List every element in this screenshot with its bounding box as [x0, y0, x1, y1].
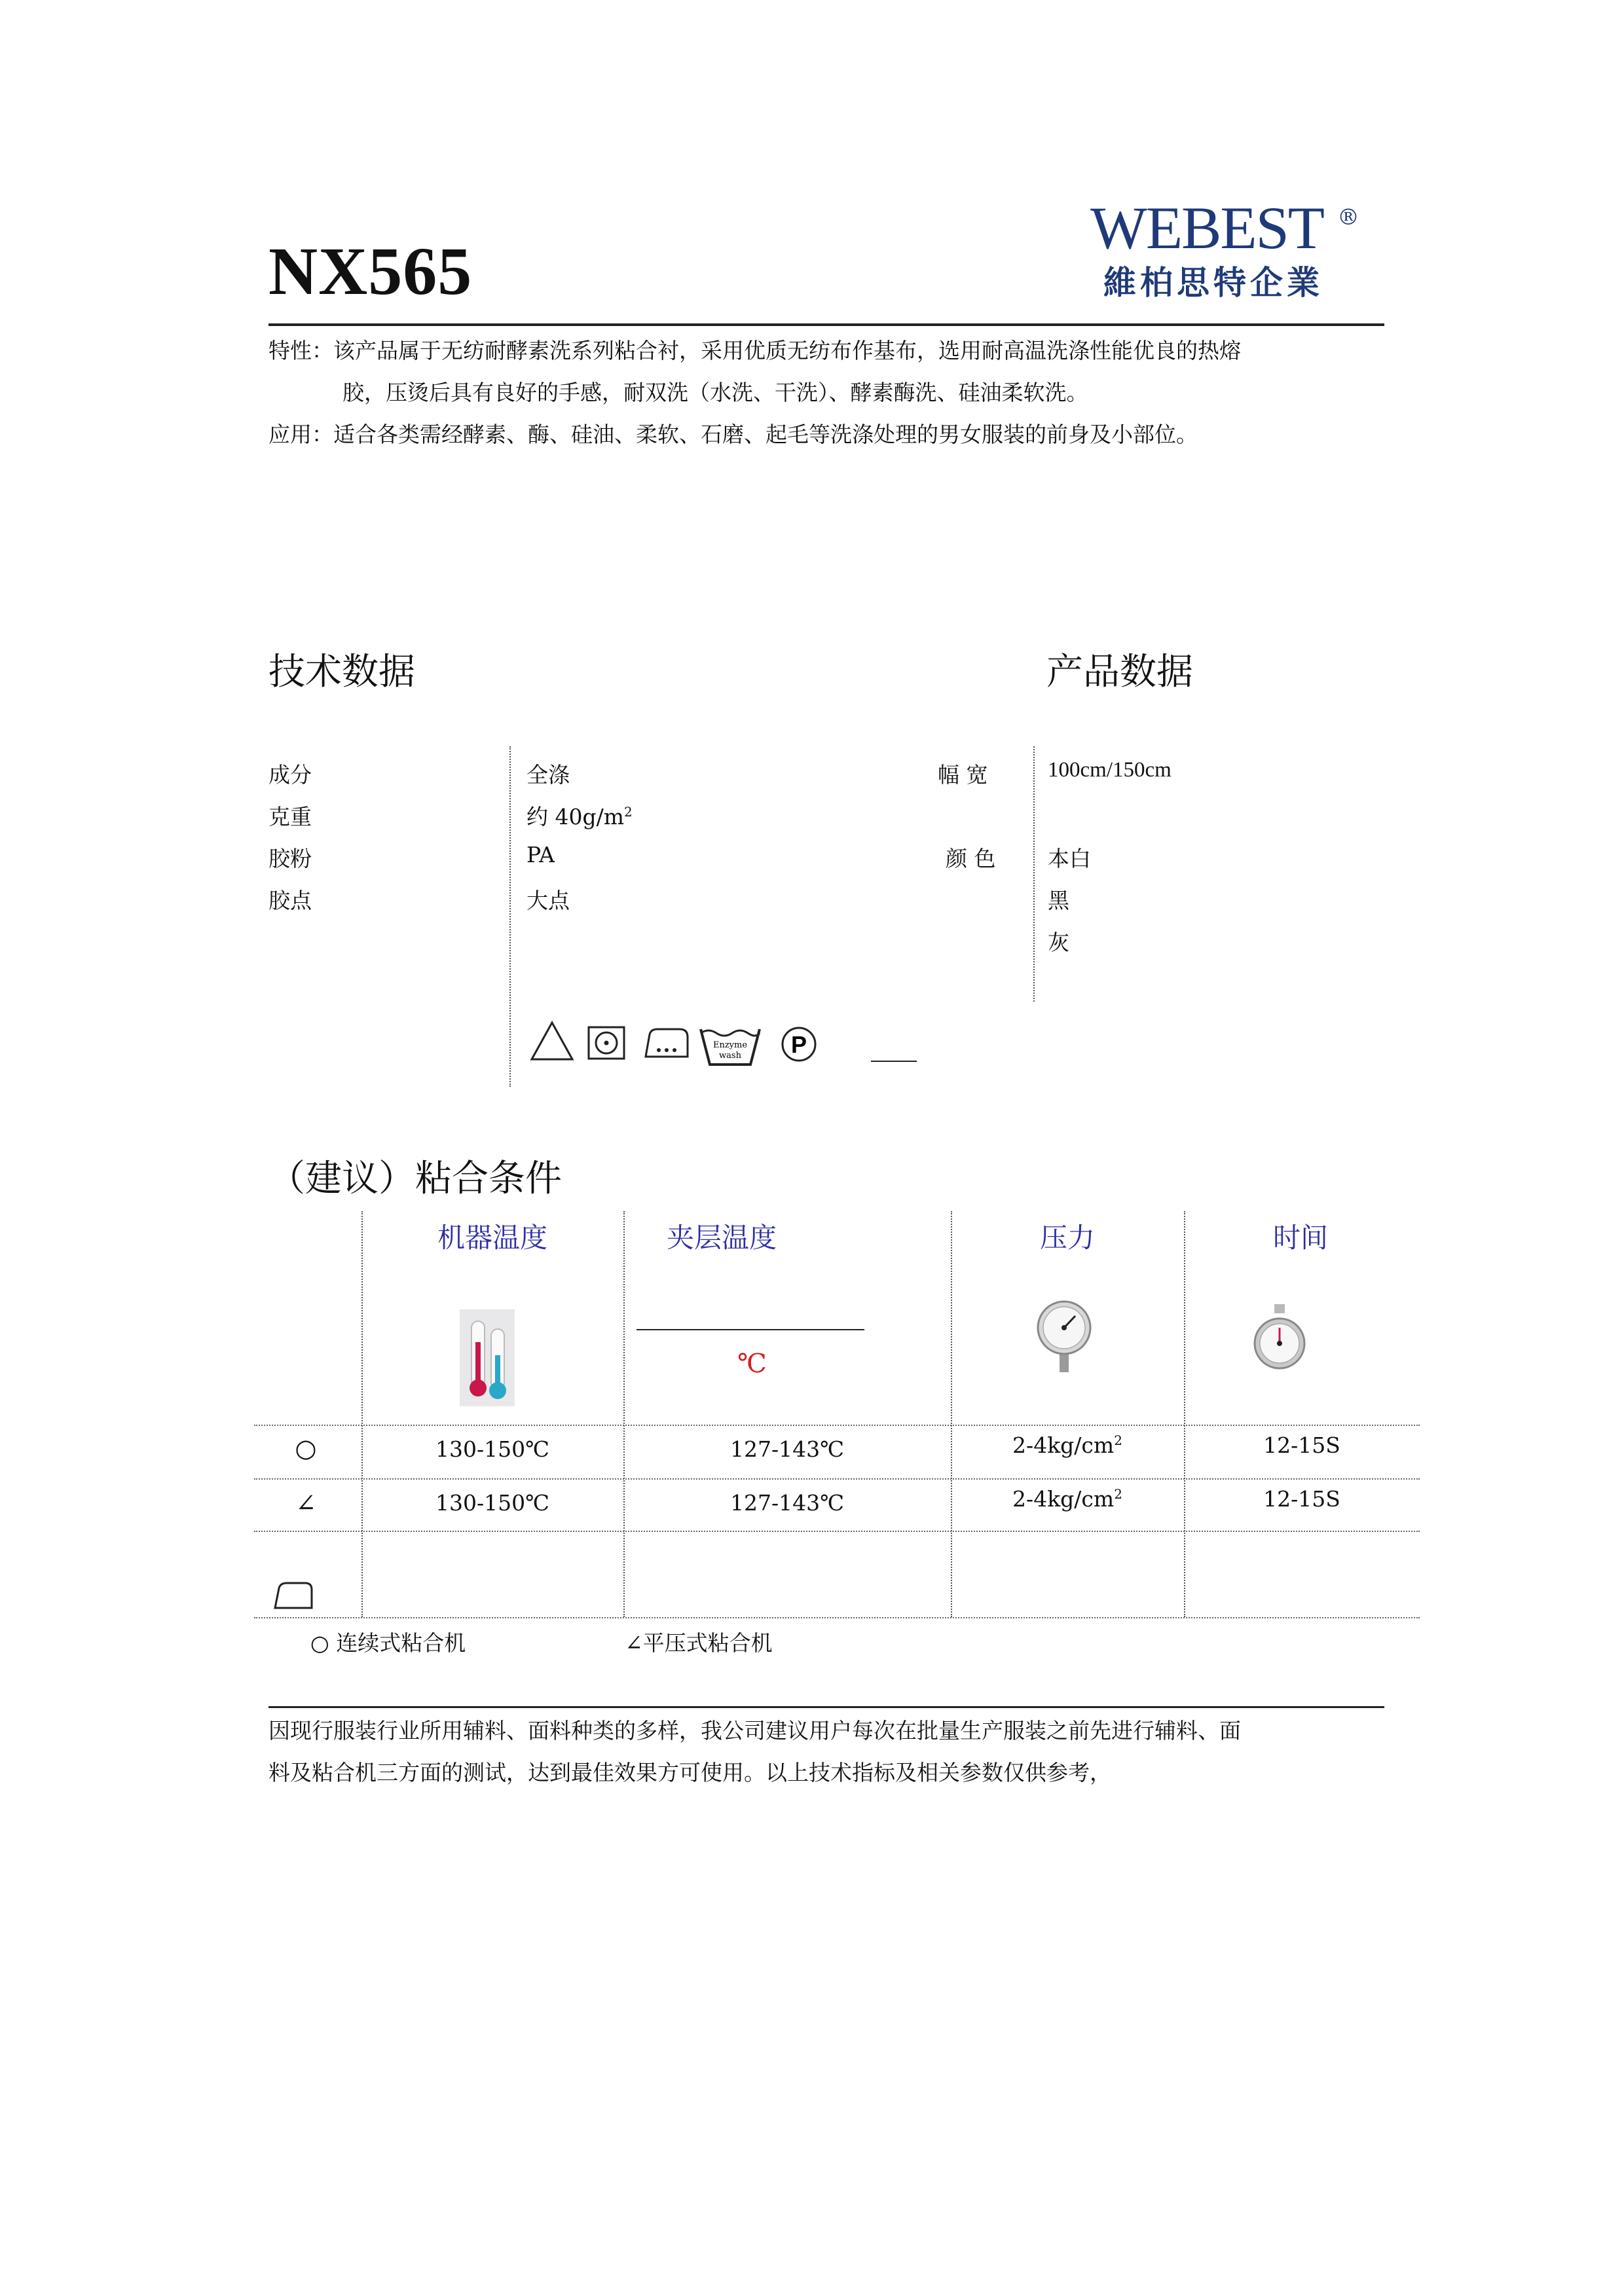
thermometer-icon [460, 1309, 515, 1406]
table-vline-4 [1184, 1211, 1185, 1617]
tech-value-dot: 大点 [526, 888, 570, 913]
product-color-label: 颜 色 [946, 846, 996, 871]
col-time: 时间 [1272, 1222, 1328, 1254]
features-line-2: 胶，压烫后具有良好的手感，耐双洗（水洗、干洗）、酵素酶洗、硅油柔软洗。 [342, 380, 1088, 405]
table-hline-1 [254, 1425, 1420, 1426]
product-color-2: 黑 [1048, 888, 1069, 913]
logo-text-cn: 維柏思特企業 [1103, 264, 1323, 302]
tech-label-dot: 胶点 [268, 888, 312, 913]
pressure-gauge-icon [1036, 1298, 1092, 1376]
footer-note-line-1: 因现行服装行业所用辅料、面料种类的多样，我公司建议用户每次在批量生产服装之前先进行辅料、面 [268, 1718, 1241, 1743]
product-color-3: 灰 [1048, 930, 1069, 955]
enzyme-wash-icon [698, 1023, 762, 1068]
celsius-symbol: ℃ [737, 1349, 767, 1379]
table-vline-2 [623, 1211, 625, 1617]
tech-value-adhesive: PA [526, 842, 555, 867]
features-line-1: 特性：该产品属于无纺耐酵素洗系列粘合衬，采用优质无纺布作基布，选用耐高温洗涤性能优良的热熔 [268, 338, 1241, 363]
row2-pressure: $2-4kg/cm^2$ [1012, 1486, 1122, 1512]
footer-divider [268, 1706, 1384, 1708]
care-blank-line [871, 1061, 917, 1062]
bonding-heading: （建议）粘合条件 [268, 1157, 562, 1200]
row1-time: 12-15S [1263, 1432, 1340, 1458]
application-line: 应用：适合各类需经酵素、酶、硅油、柔软、石磨、起毛等洗涤处理的男女服装的前身及小部位。 [268, 422, 1198, 447]
tech-label-adhesive: 胶粉 [268, 846, 312, 871]
iron-press-icon [272, 1580, 314, 1611]
row1-machine-temp: 130-150℃ [435, 1436, 550, 1462]
row1-layer-temp: 127-143℃ [729, 1436, 845, 1462]
row2-layer-temp: 127-143℃ [729, 1490, 845, 1516]
dry-clean-p-icon [779, 1025, 819, 1063]
row2-time: 12-15S [1263, 1486, 1340, 1512]
table-hline-2 [254, 1478, 1420, 1480]
logo-text-en: WEBEST [1090, 194, 1323, 261]
product-width-label: 幅 宽 [938, 762, 988, 788]
stopwatch-icon [1252, 1303, 1307, 1375]
header-divider [268, 323, 1384, 326]
iron-icon [642, 1025, 692, 1061]
logo-registered-mark: ® [1337, 204, 1359, 230]
legend-flat: ∠平压式粘合机 [625, 1630, 773, 1656]
table-vline-1 [361, 1211, 363, 1617]
col-machine-temp: 机器温度 [437, 1222, 547, 1254]
enzyme-label-2: wash [719, 1051, 741, 1061]
footer-note-line-2: 料及粘合机三方面的测试，达到最佳效果方可使用。以上技术指标及相关参数仅供参考， [268, 1760, 1111, 1785]
tech-label-composition: 成分 [268, 762, 312, 788]
table-hline-3 [254, 1531, 1420, 1532]
tech-value-composition: 全涤 [526, 762, 570, 788]
enzyme-label-1: Enzyme [712, 1040, 748, 1050]
product-color-1: 本白 [1048, 846, 1091, 871]
table-hline-4 [254, 1617, 1420, 1618]
tech-column-divider [509, 746, 511, 1087]
triangle-icon [529, 1019, 575, 1063]
product-column-divider [1033, 746, 1035, 1002]
col-pressure: 压力 [1039, 1222, 1095, 1254]
row1-pressure: $2-4kg/cm^2$ [1012, 1432, 1122, 1458]
tumble-dry-icon [587, 1025, 626, 1061]
product-data-heading: 产品数据 [1046, 651, 1193, 693]
tech-label-weight: 克重 [268, 804, 312, 829]
row2-machine-temp: 130-150℃ [435, 1490, 550, 1516]
tech-data-heading: 技术数据 [268, 651, 415, 693]
product-code: NX565 [268, 234, 473, 309]
col-layer-temp: 夹层温度 [666, 1222, 777, 1254]
p-symbol: P [790, 1031, 807, 1058]
table-vline-3 [951, 1211, 952, 1617]
row2-machine-symbol: ∠ [295, 1489, 316, 1518]
row1-machine-symbol: ○ [295, 1434, 317, 1463]
tech-value-weight: 约 $40g/m^2$ [526, 804, 633, 829]
layer-temp-blank-line [637, 1329, 864, 1330]
legend-continuous: ○ 连续式粘合机 [310, 1630, 466, 1656]
product-width-value: 100cm/150cm [1048, 758, 1172, 782]
